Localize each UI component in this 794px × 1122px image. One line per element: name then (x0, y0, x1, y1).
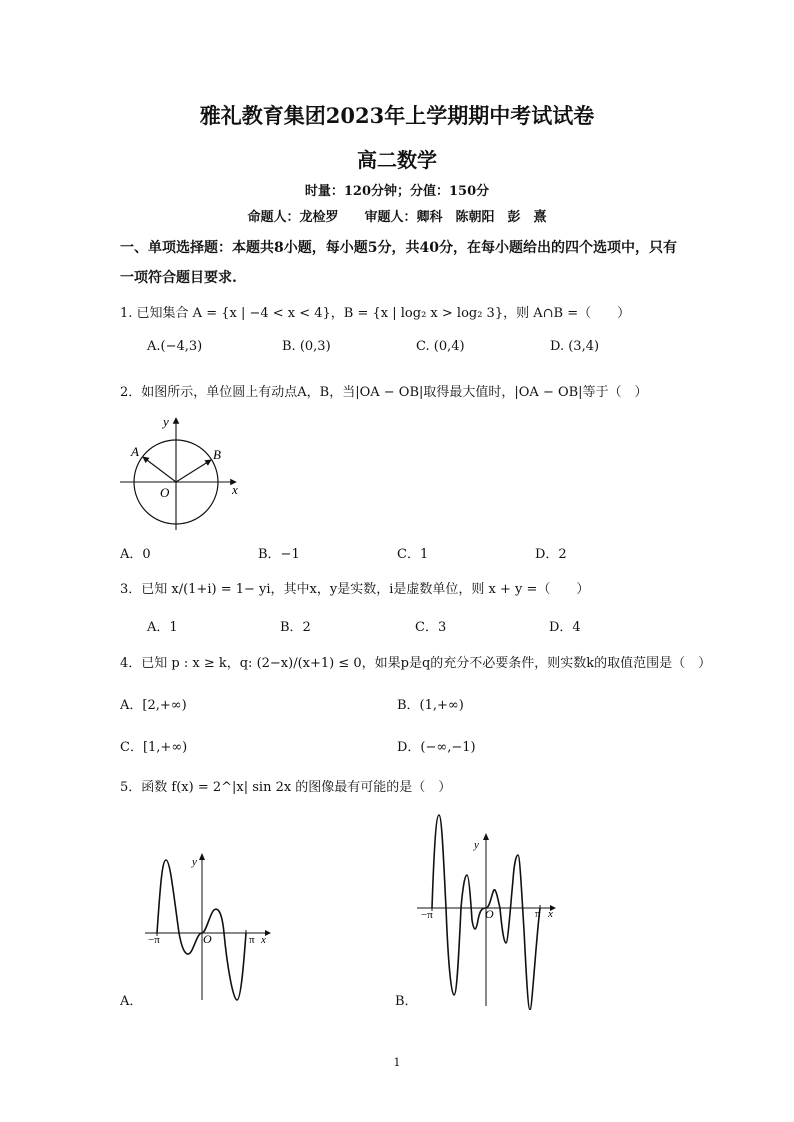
question-1-option-b: B. (0,3) (282, 339, 331, 354)
graphB-label-pi: π (535, 908, 541, 920)
question-4-option-a: A．[2,+∞) (120, 698, 187, 713)
question-2-stem: 2．如图所示，单位圆上有动点A，B，当|OA − OB|取得最大值时，|OA − OB|等于（ ） (120, 385, 648, 400)
question-1-stem: 1. 已知集合 A = {x | −4 < x < 4}，B = {x | log₂ x > log₂ 3}，则 A∩B =（ ） (120, 306, 631, 321)
page-number: 1 (393, 1056, 401, 1069)
question-2-option-a: A．0 (120, 547, 151, 562)
question-1-option-c: C. (0,4) (416, 339, 465, 354)
unit-circle-figure (118, 412, 253, 537)
authors-line: 命题人：龙检罗 审题人：卿科 陈朝阳 彭 熹 (247, 210, 547, 225)
question-4-stem: 4．已知 p : x ≥ k，q: (2−x)/(x+1) ≤ 0，如果p是q的充分不必要条件，则实数k的取值范围是（ ） (120, 656, 712, 671)
question-3-stem: 3．已知 x/(1+i) = 1− yi，其中x，y是实数，i是虚数单位，则 x + y =（ ） (120, 582, 590, 597)
exam-title: 雅礼教育集团2023年上学期期中考试试卷 (199, 103, 595, 128)
question-4-option-b: B．(1,+∞) (397, 698, 464, 713)
fig2-label-y: y (163, 414, 169, 429)
graph-option-b (412, 810, 562, 1010)
question-3-option-a: A．1 (147, 620, 178, 635)
section-heading: 一、单项选择题：本题共8小题，每小题5分，共40分，在每小题给出的四个选项中，只有一项符合题目要求. (120, 240, 677, 286)
fig2-label-x: x (232, 482, 238, 497)
graphA-label-y: y (192, 856, 197, 868)
graphB-label-o: O (485, 907, 494, 921)
fig2-label-o: O (160, 485, 170, 500)
graphB-label-x: x (548, 908, 553, 920)
time-score-line: 时量：120分钟；分值：150分 (304, 184, 490, 199)
question-5-option-a: A． (120, 994, 143, 1009)
graphA-label-x: x (261, 934, 266, 946)
question-5-option-b: B． (395, 994, 418, 1009)
graphB-label-y: y (474, 839, 479, 851)
question-2-option-d: D．2 (535, 547, 567, 562)
question-1-option-d: D. (3,4) (550, 339, 600, 354)
fig2-label-a: A (131, 444, 139, 459)
graphA-label-pi: π (249, 934, 255, 946)
question-4-option-c: C．[1,+∞) (120, 740, 188, 755)
question-5-stem: 5．函数 f(x) = 2^|x| sin 2x 的图像最有可能的是（ ） (120, 780, 452, 795)
question-2-option-b: B．−1 (258, 547, 300, 562)
question-3-option-c: C．3 (415, 620, 447, 635)
question-2-option-c: C．1 (397, 547, 429, 562)
graph-option-a (140, 850, 275, 1005)
question-4-option-d: D．(−∞,−1) (397, 740, 476, 755)
graphA-label-o: O (203, 932, 212, 946)
exam-subtitle: 高二数学 (357, 148, 437, 172)
graphB-label-negpi: −π (421, 909, 433, 921)
question-1-option-a: A.(−4,3) (147, 339, 203, 354)
graphA-label-negpi: −π (148, 934, 160, 946)
fig2-label-b: B (213, 447, 221, 462)
question-3-option-b: B．2 (280, 620, 311, 635)
question-3-option-d: D．4 (549, 620, 581, 635)
